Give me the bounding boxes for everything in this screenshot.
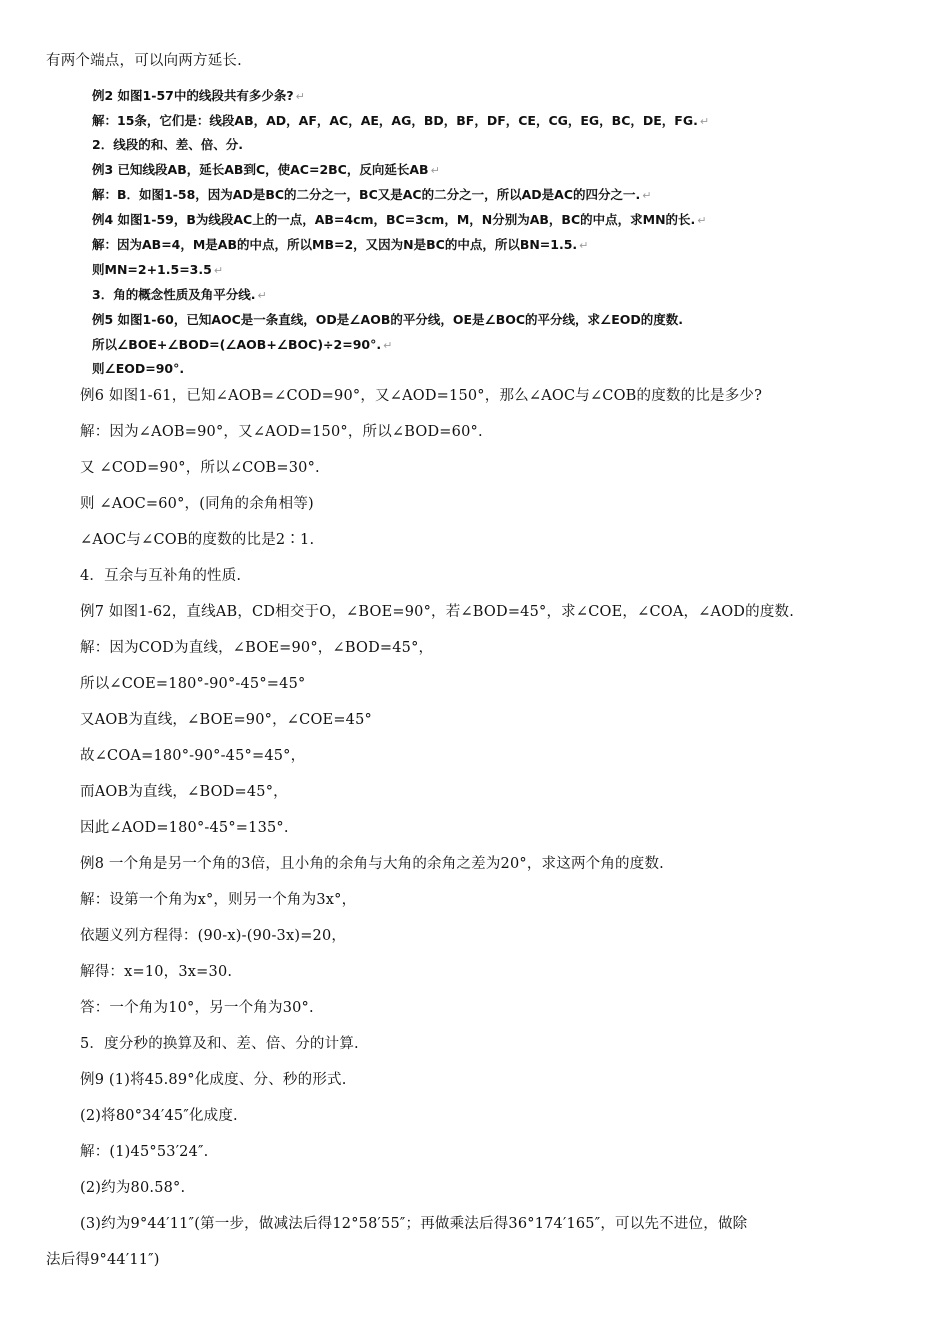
example-5-result: 则∠EOD=90°. <box>92 361 185 376</box>
example-2-answer: 解：15条，它们是：线段AB，AD，AF，AC，AE，AG，BD，BF，DF，CE，CG，EG，BC，DE，FG. ↵ <box>92 113 710 128</box>
example-7-solution-4: 故∠COA=180°-90°-45°=45°， <box>80 748 306 764</box>
example-2-question: 例2 如图1-57中的线段共有多少条? ↵ <box>92 88 305 103</box>
example-3-answer: 解：B．如图1-58，因为AD是BC的二分之一，BC又是AC的二分之一，所以AD是AC的四分之一. ↵ <box>92 187 652 202</box>
example-9-question-2: (2)将80°34′45″化成度. <box>80 1108 238 1124</box>
section-4-heading: 4．互余与互补角的性质. <box>80 568 242 584</box>
example-4-answer: 解：因为AB=4，M是AB的中点，所以MB=2，又因为N是BC的中点，所以BN=1.5. ↵ <box>92 237 589 252</box>
example-9-answer-3: (3)约为9°44′11″(第一步，做减法后得12°58′55″；再做乘法后得36°174′165″，可以先不进位，做除 <box>80 1216 748 1232</box>
example-8-solution-2: 依题义列方程得：(90-x)-(90-3x)=20， <box>80 928 347 944</box>
example-9-answer-1: 解：(1)45°53′24″. <box>80 1144 209 1160</box>
example-6-conclusion: ∠AOC与∠COB的度数的比是2∶1. <box>80 532 315 548</box>
example-8-solution-1: 解：设第一个角为x°，则另一个角为3x°， <box>80 892 357 908</box>
example-8-answer: 答：一个角为10°，另一个角为30°. <box>80 1000 314 1016</box>
example-5-step: 所以∠BOE+∠BOD=(∠AOB+∠BOC)÷2=90°. ↵ <box>92 337 393 352</box>
example-7-question: 例7 如图1-62，直线AB，CD相交于O，∠BOE=90°，若∠BOD=45°，求∠COE，∠COA，∠AOD的度数. <box>80 604 795 620</box>
example-6-solution-1: 解：因为∠AOB=90°，又∠AOD=150°，所以∠BOD=60°. <box>80 424 483 440</box>
example-3-question: 例3 已知线段AB，延长AB到C，使AC=2BC，反向延长AB ↵ <box>92 162 440 177</box>
example-6-solution-2: 又 ∠COD=90°，所以∠COB=30°. <box>80 460 320 476</box>
example-8-question: 例8 一个角是另一个角的3倍，且小角的余角与大角的余角之差为20°，求这两个角的度数. <box>80 856 664 872</box>
example-7-solution-6: 因此∠AOD=180°-45°=135°. <box>80 820 289 836</box>
example-6-question: 例6 如图1-61，已知∠AOB=∠COD=90°，又∠AOD=150°，那么∠AOC与∠COB的度数的比是多少? <box>80 388 763 404</box>
example-5-question: 例5 如图1-60，已知AOC是一条直线，OD是∠AOB的平分线，OE是∠BOC的平分线，求∠EOD的度数. <box>92 312 684 327</box>
example-7-solution-2: 所以∠COE=180°-90°-45°=45° <box>80 676 306 692</box>
section-5-heading: 5．度分秒的换算及和、差、倍、分的计算. <box>80 1036 359 1052</box>
section-2-heading: 2．线段的和、差、倍、分. <box>92 137 243 152</box>
section-3-heading: 3．角的概念性质及角平分线. ↵ <box>92 287 267 302</box>
example-7-solution-3: 又AOB为直线，∠BOE=90°，∠COE=45° <box>80 712 372 728</box>
example-9-question-1: 例9 (1)将45.89°化成度、分、秒的形式. <box>80 1072 347 1088</box>
example-4-question: 例4 如图1-59，B为线段AC上的一点，AB=4cm，BC=3cm，M，N分别为AB，BC的中点，求MN的长. ↵ <box>92 212 707 227</box>
example-7-solution-5: 而AOB为直线，∠BOD=45°， <box>80 784 288 800</box>
example-8-solution-3: 解得：x=10，3x=30. <box>80 964 233 980</box>
example-6-solution-3: 则 ∠AOC=60°，(同角的余角相等) <box>80 496 314 512</box>
example-4-result: 则MN=2+1.5=3.5 ↵ <box>92 262 224 277</box>
example-9-answer-2: (2)约为80.58°. <box>80 1180 186 1196</box>
intro-line: 有两个端点，可以向两方延长. <box>46 53 242 69</box>
example-9-answer-3-continued: 法后得9°44′11″) <box>46 1252 160 1268</box>
example-7-solution-1: 解：因为COD为直线，∠BOE=90°，∠BOD=45°， <box>80 640 434 656</box>
